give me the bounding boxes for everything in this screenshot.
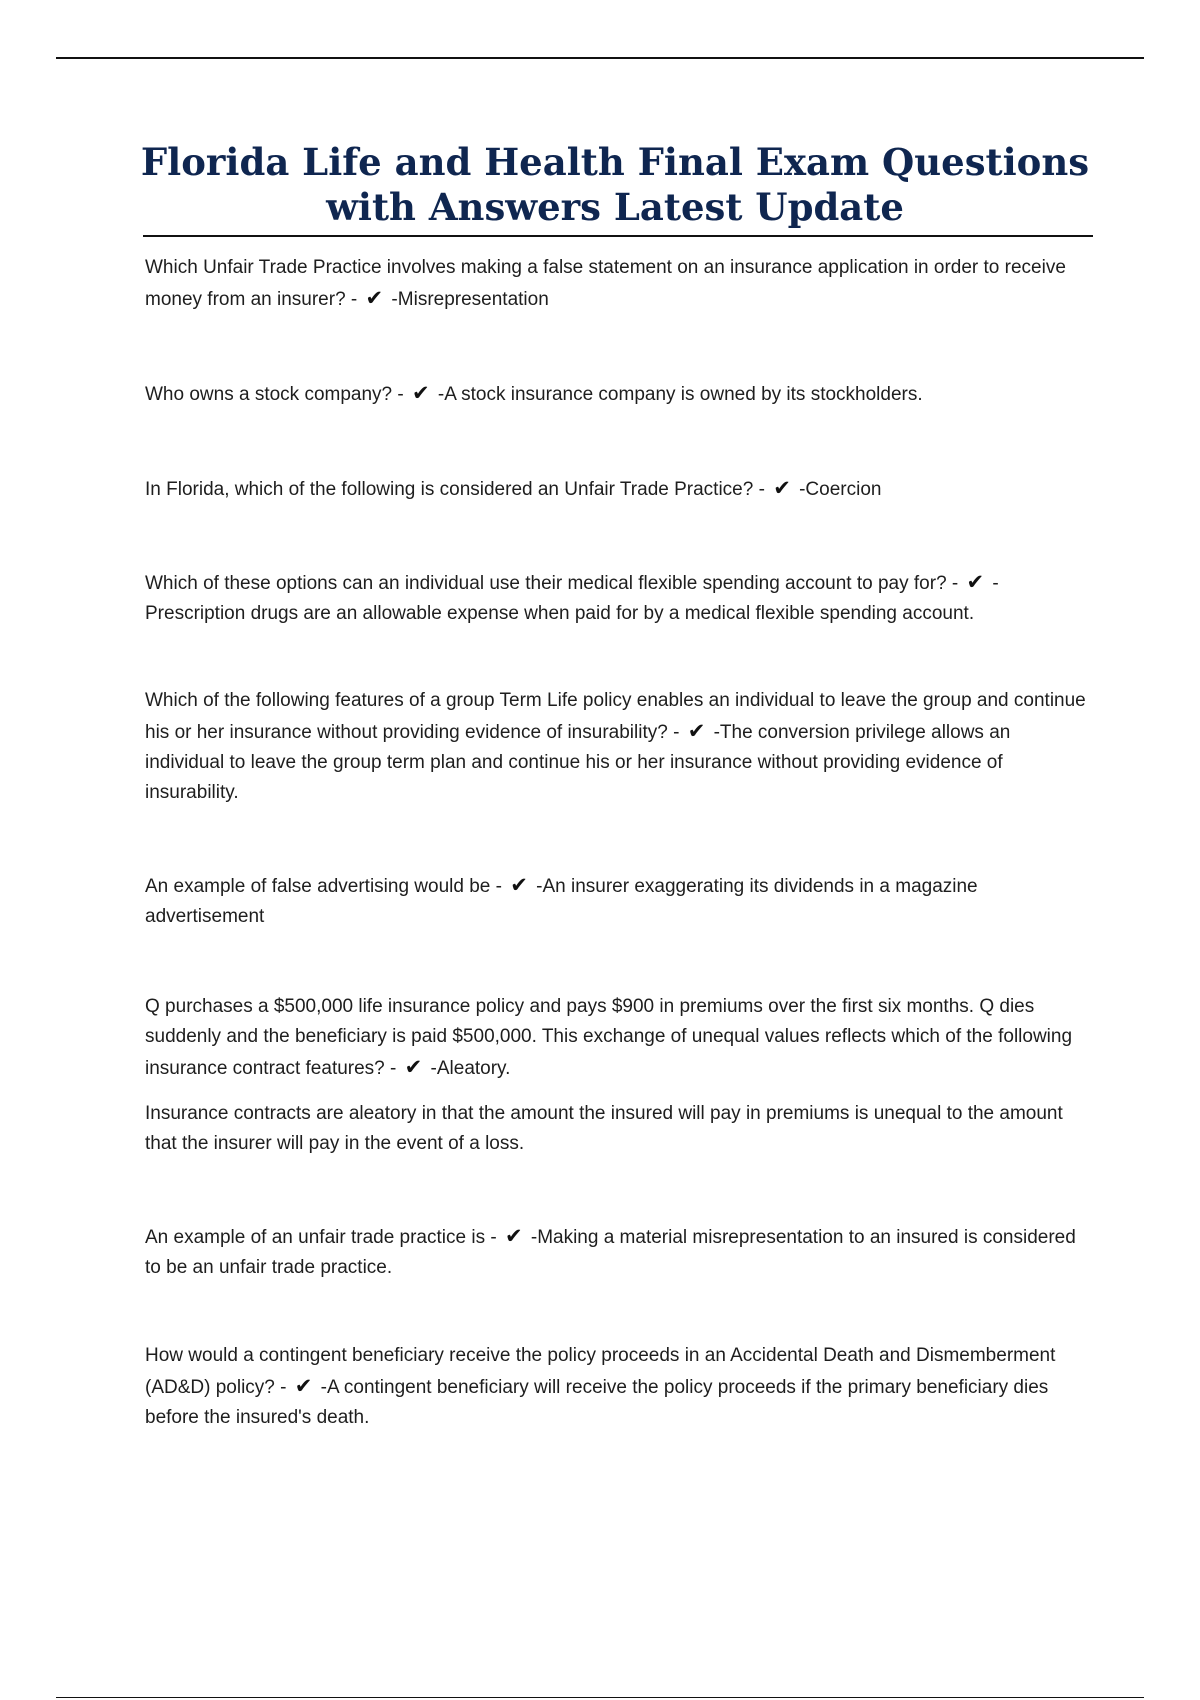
qa-item-1: Which Unfair Trade Practice involves making a false statement on an insurance application in order to receive money from an insurer? - ✔ -Misrepresentation [145,253,1090,315]
title-underline [143,235,1093,237]
title-line-2: with Answers Latest Update [326,185,904,229]
checkmark-icon: ✔ [510,873,528,897]
qa-item-9: How would a contingent beneficiary receive the policy proceeds in an Accidental Death and Dismemberment (AD&D) policy? - ✔ -A contingent beneficiary will receive the policy proceeds if the primary beneficiary dies before the insured's death. [145,1345,1056,1428]
checkmark-icon: ✔ [773,476,791,500]
document-title [140,140,1090,230]
qa-item-8: An example of an unfair trade practice is - ✔ -Making a material misrepresentation to an insured is considered to be an unfair trade practice. [145,1221,1090,1283]
checkmark-icon: ✔ [404,1055,423,1079]
question-6: An example of false advertising would be [145,876,491,897]
top-rule [56,57,1144,59]
qa-item-4: Which of these options can an individual use their medical flexible spending account to pay for? - ✔ -Prescription drugs are an allowable expense when paid for by a medical flexible spending account. [145,567,1090,629]
answer-5: The conversion privilege allows an individual to leave the group term plan and continue his or her insurance without providing evidence of insurability. [145,722,1011,803]
checkmark-icon: ✔ [294,1374,313,1398]
question-2: Who owns a stock company? [145,384,393,405]
question-9: How would a contingent beneficiary receive the policy proceeds in an Accidental Death and Dismemberment (AD&D) policy? [145,1345,1056,1398]
answer-3: Coercion [805,479,882,500]
checkmark-icon: ✔ [412,381,430,405]
answer-8: Making a material misrepresentation to an insured is considered to be an unfair trade practice. [145,1227,1076,1278]
answer-1: Misrepresentation [397,289,549,310]
qa-item-7: Q purchases a $500,000 life insurance policy and pays $900 in premiums over the first six months. Q dies suddenly and the beneficiary is paid $500,000. This exchange of unequal values reflects which of the following insurance contract features? - ✔ -Aleatory. [145,992,1090,1084]
answer-6: An insurer exaggerating its dividends in a magazine advertisement [145,876,978,927]
answer-7: Aleatory. [436,1058,511,1079]
explanation-7: Insurance contracts are aleatory in that the amount the insured will pay in premiums is unequal to the amount that the insurer will pay in the event of a loss. [145,1103,1063,1154]
bottom-rule [56,1697,1144,1698]
answer-4: Prescription drugs are an allowable expense when paid for by a medical flexible spending account. [145,603,975,624]
question-1: Which Unfair Trade Practice involves making a false statement on an insurance application in order to receive money from an insurer? [145,257,1066,310]
question-3: In Florida, which of the following is considered an Unfair Trade Practice? [145,479,754,500]
qa-item-6: An example of false advertising would be - ✔ -An insurer exaggerating its dividends in a magazine advertisement [145,870,1090,932]
qa-item-5: Which of the following features of a group Term Life policy enables an individual to leave the group and continue his or her insurance without providing evidence of insurability? - ✔ -The conversion privilege allows an individual to leave the group term plan and continue his or her insurance without providing evidence of insurability. [145,690,1086,803]
qa-item-3: In Florida, which of the following is considered an Unfair Trade Practice? - ✔ -Coercion [145,473,1090,505]
question-7: Q purchases a $500,000 life insurance policy and pays $900 in premiums over the first six months. Q dies suddenly and the beneficiary is paid $500,000. This exchange of unequal values reflects which of the following insurance contract features? [145,996,1073,1079]
question-8: An example of an unfair trade practice is [145,1227,486,1248]
qa-item-2: Who owns a stock company? - ✔ -A stock insurance company is owned by its stockholders. [145,378,1090,410]
checkmark-icon: ✔ [365,286,384,310]
answer-9: A contingent beneficiary will receive the policy proceeds if the primary beneficiary dies before the insured's death. [145,1377,1049,1428]
title-line-1: Florida Life and Health Final Exam Questions [140,140,1090,184]
answer-2: A stock insurance company is owned by its stockholders. [444,384,923,405]
checkmark-icon: ✔ [687,719,706,743]
checkmark-icon: ✔ [966,570,985,594]
question-5: Which of the following features of a group Term Life policy enables an individual to leave the group and continue his or her insurance without providing evidence of insurability? [145,690,1086,743]
checkmark-icon: ✔ [504,1224,523,1248]
question-4: Which of these options can an individual use their medical flexible spending account to pay for? [145,573,947,594]
